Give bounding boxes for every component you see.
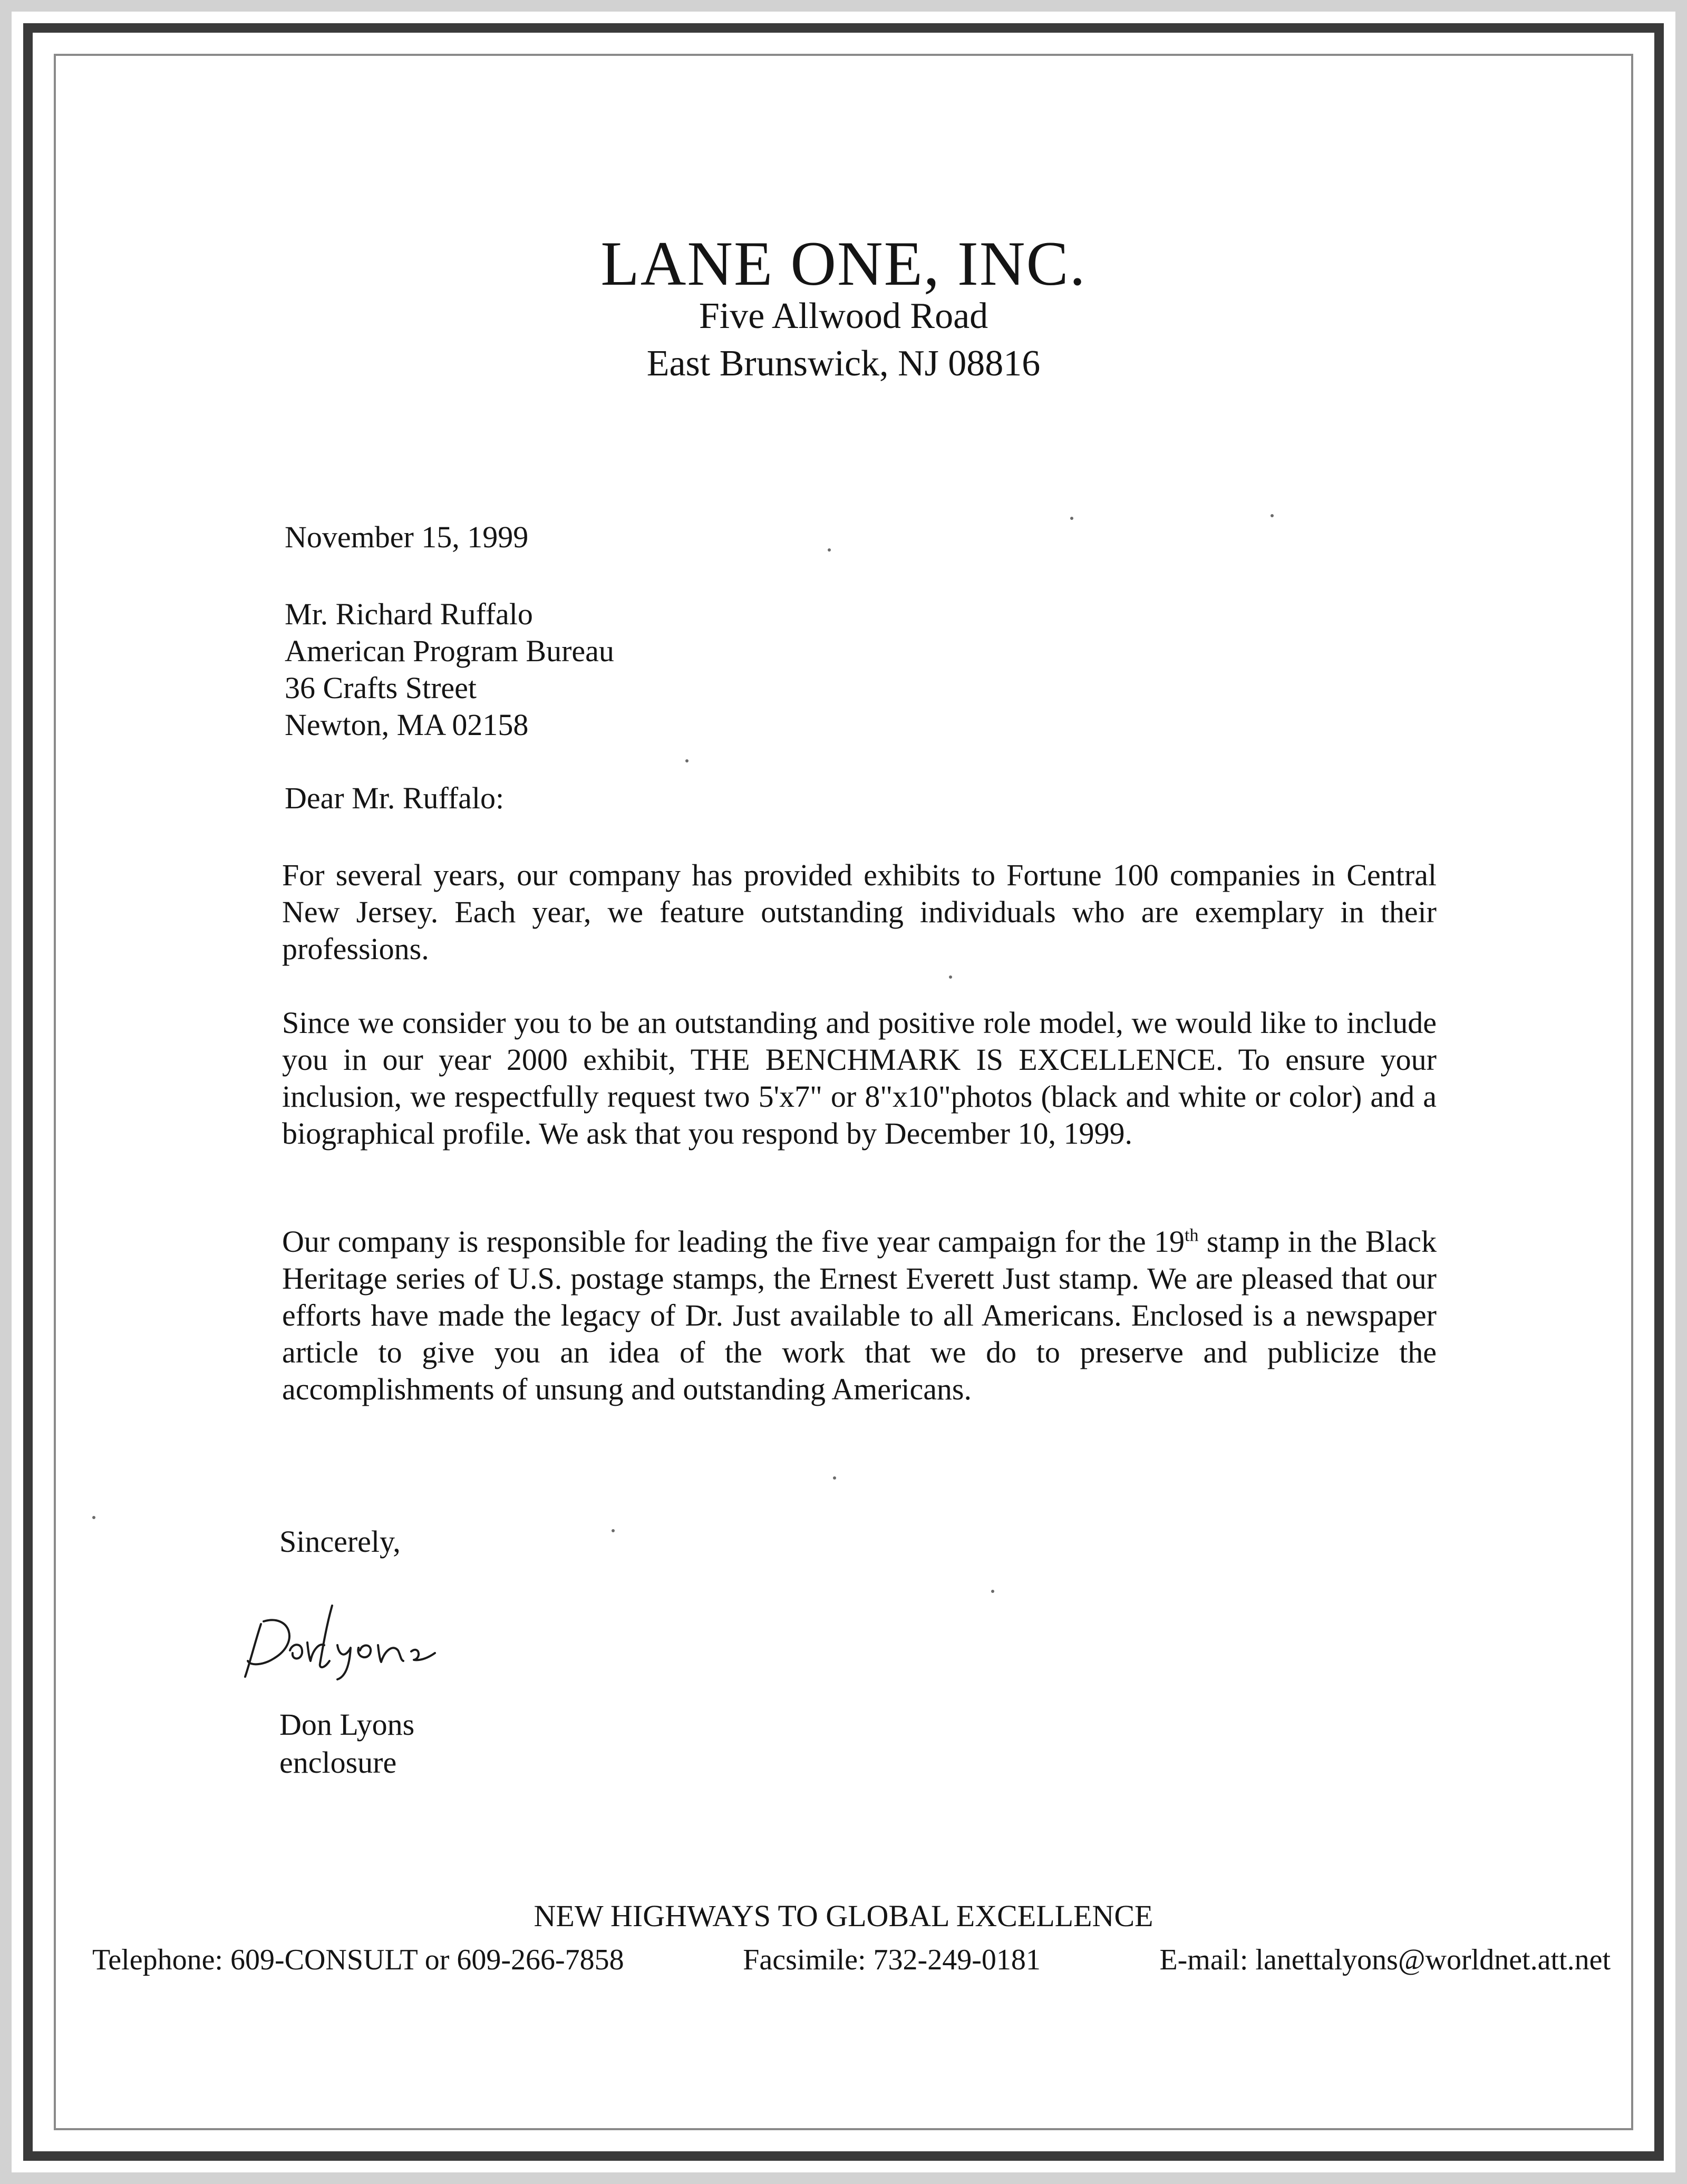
- scan-speck: [949, 975, 952, 979]
- scan-speck: [828, 548, 831, 552]
- signer-block: [279, 1706, 414, 1782]
- letter-date: November 15, 1999: [285, 520, 529, 554]
- enclosure-note: enclosure: [279, 1745, 397, 1780]
- scan-speck: [833, 1476, 836, 1480]
- recipient-block: [285, 596, 614, 743]
- salutation: Dear Mr. Ruffalo:: [285, 781, 505, 815]
- scan-speck: [92, 1516, 95, 1519]
- company-address-line1: Five Allwood Road: [699, 296, 988, 336]
- footer-facsimile: Facsimile: 732-249-0181: [743, 1944, 1041, 1976]
- footer-email: E-mail: lanettalyons@worldnet.att.net: [1159, 1944, 1611, 1976]
- recipient-name: Mr. Richard Ruffalo: [285, 597, 533, 631]
- recipient-organization: American Program Bureau: [285, 634, 614, 668]
- signer-name: Don Lyons: [279, 1707, 415, 1742]
- recipient-street: 36 Crafts Street: [285, 671, 477, 705]
- scan-speck: [612, 1529, 615, 1532]
- scan-speck: [1271, 514, 1274, 517]
- body-paragraph-3-rest: stamp in the Black Heritage series of U.S. postage stamps, the Ernest Everett Just stamp. We are pleased that our efforts have made the legacy of Dr. Just available to all Americans. Enclosed is a newspaper article to give you an idea of the work that we do to preserve and publicize the accomplishments of unsung and outstanding Americans.: [282, 1224, 1437, 1406]
- company-address-line2: East Brunswick, NJ 08816: [646, 343, 1041, 384]
- footer-contact: [92, 1943, 1611, 1977]
- body-paragraph-1: For several years, our company has provided exhibits to Fortune 100 companies in Central New Jersey. Each year, we feature outstanding individuals who are exemplary in their professions.: [282, 858, 1437, 966]
- ordinal-suffix: th: [1185, 1225, 1199, 1245]
- closing: Sincerely,: [279, 1524, 401, 1559]
- scan-speck: [991, 1590, 994, 1593]
- body-paragraph-3-start: Our company is responsible for leading the five year campaign for the 19: [282, 1224, 1185, 1259]
- body-paragraph-2: Since we consider you to be an outstanding and positive role model, we would like to include you in our year 2000 exhibit, THE BENCHMARK IS EXCELLENCE. To ensure your inclusion, we respectfully request two 5'x7" or 8"x10"photos (black and white or color) and a biographical profile. We ask that you respond by December 10, 1999.: [282, 1006, 1437, 1151]
- body-paragraph-3: [282, 1223, 1437, 1408]
- footer-telephone: Telephone: 609-CONSULT or 609-266-7858: [92, 1944, 624, 1976]
- scan-speck: [1070, 517, 1073, 520]
- company-name: LANE ONE, INC.: [600, 228, 1087, 298]
- footer-motto: NEW HIGHWAYS TO GLOBAL EXCELLENCE: [534, 1899, 1153, 1933]
- handwritten-signature: [240, 1592, 461, 1682]
- scan-speck: [685, 759, 689, 762]
- recipient-city: Newton, MA 02158: [285, 708, 529, 742]
